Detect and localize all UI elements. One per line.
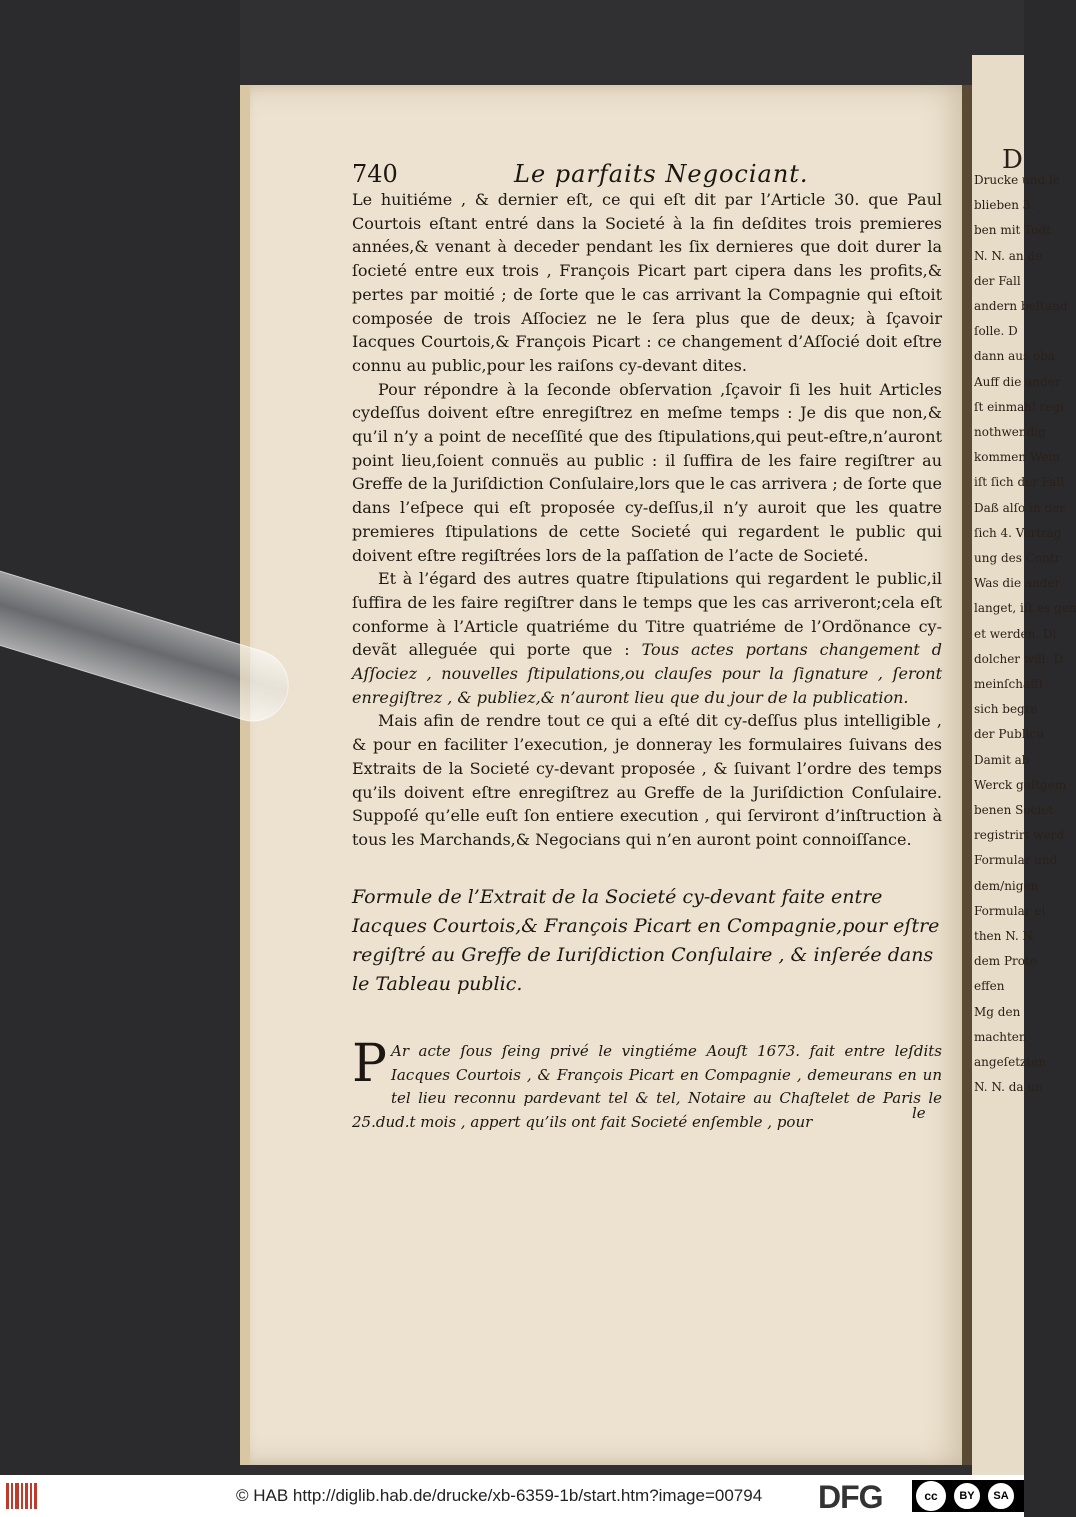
facing-page-line: Mg den [974, 1004, 1021, 1019]
facing-page-line: sich begre [974, 702, 1038, 717]
facing-page-line: ſolle. D [974, 324, 1018, 339]
facing-page-line: et werden. Di [974, 626, 1057, 641]
paragraph-1: Le huitiéme , & dernier eſt, ce qui eſt dit par l’Article 30. que Paul Courtois eſtant entré dans la Societé à la fin deſdites trois premieres années,& venant à deceder pendant les ſix dernieres que doit durer la ſocieté entre eux trois , François Picart part cipera dans les profits,& pertes par moitié ; de ſorte que le cas arrivant la Compagnie qui eſtoit composée de trois Aſſociez ne le ſera plus que de deux; à ſçavoir Iacques Courtois,& François Picart : ce changement d’Aſſocié doit eſtre connu au public,pour les raiſons cy-devant dites. [352, 190, 942, 375]
facing-page-line: ben mit Todt [974, 223, 1051, 238]
facing-page-line: Formular und [974, 853, 1058, 868]
facing-page-line: Formular ei [974, 903, 1046, 918]
facing-page-line: ſich 4. Vertrag [974, 525, 1062, 540]
page-number: 740 [352, 160, 398, 188]
paragraph-3-text: Et à l’égard des autres quatre ſtipulations qui regardent le public,il ſuffira de les faire regiſtrer dans le temps que les cas arriveront;cela eſt conforme à l’Article quatriéme du Titre quatriéme de l’Ordõnance cy-devãt alleguée qui porte que : [352, 569, 942, 660]
facing-page-line: dem Prote [974, 954, 1037, 969]
formula-title: Formule de l’Extrait de la Societé cy-devant faite entre Iacques Courtois,& François Picart en Compagnie,pour eſtre regiſtré au Greffe de Iuriſdiction Conſulaire , & inſerée dans le Tableau public. [352, 886, 940, 995]
paragraph-4: Mais afin de rendre tout ce qui a eſté dit cy-deſſus plus intelligible , & pour en faciliter l’execution, je donneray les formulaires ſuivans des Extraits de la Societé cy-devant proposée , & ſuivant l’ordre des temps qu’ils doivent eſtre enregiſtrez au Greffe de la Juriſdiction Conſulaire. Suppoſé qu’elle euſt ſon entiere execution , qui ſerviront d’inſtruction à tous les Marchands,& Negocians qui n’en auront point connoiſſance. [352, 711, 942, 849]
facing-page-line: der Fall [974, 273, 1021, 288]
facing-page-line: N. N. an de [974, 248, 1043, 263]
dfg-logo: DFG [818, 1479, 883, 1515]
facing-page-line: dolcher will: D [974, 651, 1064, 666]
facing-page-line: dem/nigen [974, 878, 1039, 893]
facing-page-line: then N. N. [974, 929, 1037, 943]
paragraph-3 [352, 567, 942, 709]
facing-page-line: machten [974, 1029, 1027, 1044]
facing-page-line: nothwendig [974, 425, 1046, 439]
facing-page-line: effen [974, 979, 1005, 994]
by-icon: BY [954, 1483, 980, 1509]
source-link[interactable]: © HAB http://diglib.hab.de/drucke/xb-6359-1b/start.htm?image=00794 [236, 1486, 763, 1505]
facing-page-line: benen Societ [974, 803, 1054, 817]
library-logo-icon [6, 1483, 38, 1509]
catchword: le [912, 1104, 926, 1122]
facing-page-line: kommen Wein [974, 450, 1060, 465]
paragraph-2: Pour répondre à la ſeconde obſervation ,ſçavoir ſi les huit Articles cydeſſus doivent eſtre enregiſtrez en meſme temps : Je dis que non,& qu’il n’y a point de neceſſité que des ſtipulations,qui peut-eſtre,n’auront point lieu,ſoient connuës au public : il ſuffira de les faire regiſtrer au Greffe de la Juriſdiction Conſulaire,lors que le cas arrivera ; de ſorte que dans l’eſpece qui eſt proposée cy-deſſus,il n’y auroit que les quatre premieres ſtipulations de cette Societé qui regardent le public qui doivent eſtre regiſtrées lors de la paſſation de l’acte de Societé. [352, 379, 942, 565]
facing-page-line: Was die ander [974, 576, 1061, 591]
cc-license-badge[interactable] [912, 1480, 1024, 1512]
background-left [0, 0, 240, 1475]
facing-page-line: dann aus oba [974, 349, 1056, 364]
facing-page-line: ung des Contr [974, 551, 1061, 565]
facing-page-line: registrirt werd [974, 828, 1065, 843]
formula-body [352, 1034, 942, 1135]
facing-page-line: andern beſtand [974, 299, 1068, 313]
facing-page-line: langet, iſt es gen [974, 601, 1076, 616]
facing-page [972, 55, 1076, 1475]
footer-bar [0, 1475, 1024, 1517]
facing-page-line: meinſchafft [974, 677, 1044, 691]
drop-cap: P [352, 1034, 387, 1094]
facing-page-line: angeſetzten [974, 1055, 1047, 1069]
formula-text: Ar acte ſous ſeing privé le vingtiéme Aouſt 1673. fait entre leſdits Iacques Courtois , & François Picart en Compagnie , demeurans en un tel lieu reconnu pardevant tel & tel, Notaire au Chaſtelet de Paris le 25.dud.t mois , appert qu’ils ont fait Societé enſemble , pour [352, 1042, 942, 1132]
formula-heading [352, 883, 942, 999]
running-head: Le parfaits Negociant. [514, 160, 809, 188]
facing-page-line: blieben 3. [974, 198, 1035, 213]
facing-page-line: ſt einmahl regi [974, 399, 1065, 414]
facing-page-line: Drucke und le [974, 173, 1060, 187]
cc-icon: cc [916, 1481, 946, 1511]
formula-paragraph [352, 1034, 942, 1135]
page-edge [240, 85, 250, 1465]
facing-page-line: iſt ſich der Fall [974, 475, 1065, 490]
facing-page-line: Damit ab [974, 752, 1030, 767]
page-header [352, 160, 942, 190]
facing-page-line: Auff die ander [974, 374, 1061, 389]
body-text [352, 188, 942, 852]
facing-page-line: der Publicu [974, 727, 1044, 742]
facing-page-line: Daß alſo in der [974, 500, 1065, 515]
facing-page-line: N. N. da un [974, 1080, 1043, 1095]
facing-page-line: D [1002, 145, 1023, 175]
ordinance-quote: Tous actes portans changement d Aſſociez , nouvelles ſtipulations,ou clauſes pour la ſignature , ſeront enregiſtrez , & publiez,& n’auront lieu que du jour de la publication. [352, 640, 942, 707]
sa-icon: SA [988, 1483, 1014, 1509]
facing-page-line: Werck geſtgem [974, 777, 1067, 792]
